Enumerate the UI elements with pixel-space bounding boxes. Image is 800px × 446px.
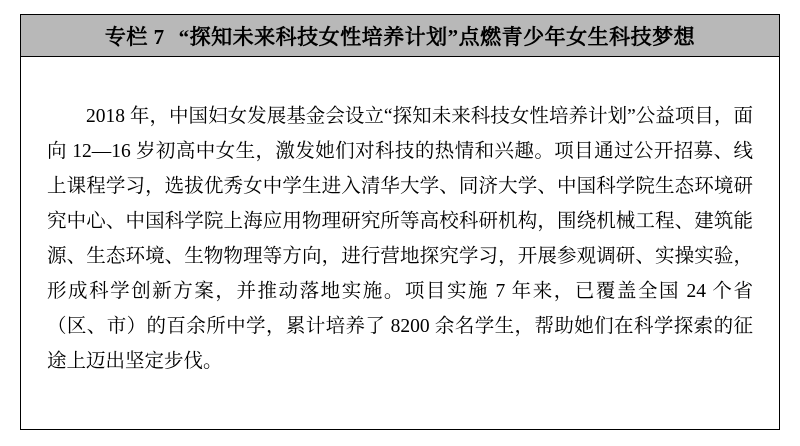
callout-header (21, 15, 779, 57)
callout-body (21, 57, 779, 408)
callout-label: 专栏 7 (104, 24, 165, 49)
callout-body-paragraph: 2018 年，中国妇女发展基金会设立“探知未来科技女性培养计划”公益项目，面向 12—16 岁初高中女生，激发她们对科技的热情和兴趣。项目通过公开招募、线上课程学习，选拔优秀女中学生进入清华大学、同济大学、中国科学院生态环境研究中心、中国科学院上海应用物理研究所等高校科研机构，围绕机械工程、建筑能源、生态环境、生物物理等方向，进行营地探究学习，开展参观调研、实操实验，形成科学创新方案，并推动落地实施。项目实施 7 年来，已覆盖全国 24 个省（区、市）的百余所中学，累计培养了 8200 余名学生，帮助她们在科学探索的征途上迈出坚定步伐。 (47, 105, 753, 372)
callout-box (20, 14, 780, 430)
callout-title: “探知未来科技女性培养计划”点燃青少年女生科技梦想 (178, 24, 696, 49)
